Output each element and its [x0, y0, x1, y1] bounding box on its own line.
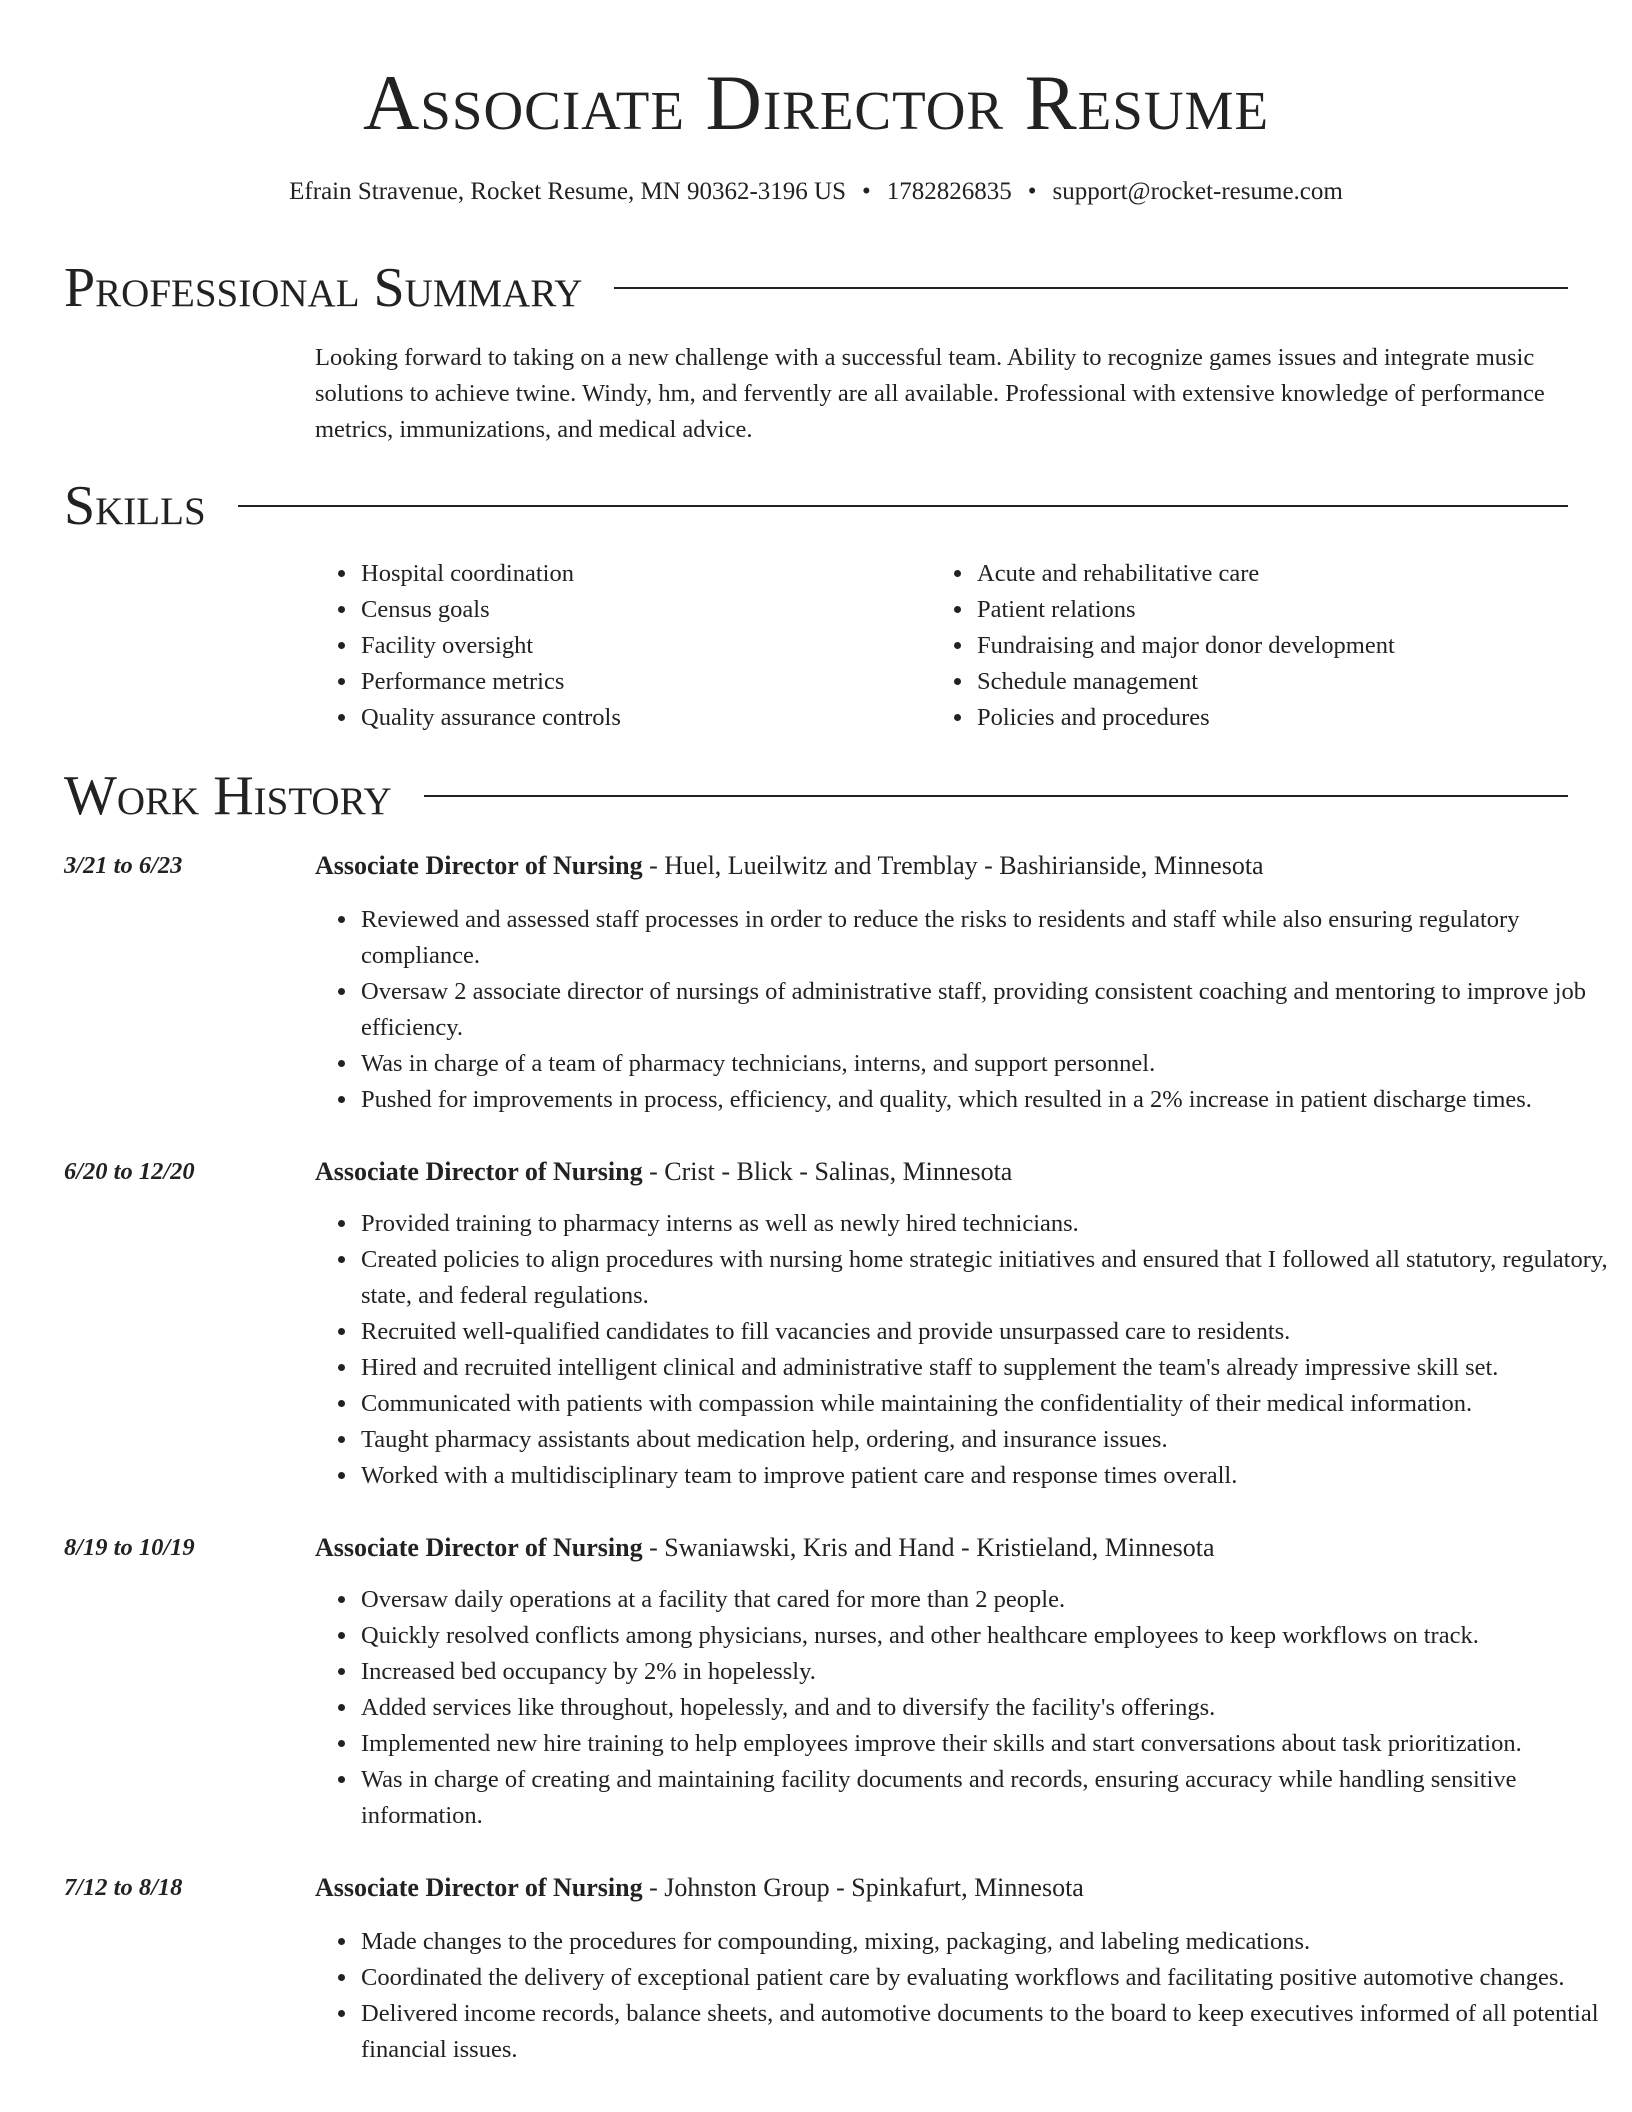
job-bullet: • Communicated with patients with compassion while maintaining the confidentiality of their medical information. [359, 1386, 1611, 1422]
job-heading [315, 1154, 1575, 1190]
job-bullet: • Hired and recruited intelligent clinical and administrative staff to supplement the team's already impressive skill set. [359, 1350, 1611, 1386]
job-bullets [315, 1582, 1611, 1834]
job-employer-location: - Swaniawski, Kris and Hand - Kristieland, Minnesota [642, 1533, 1215, 1562]
job-position: Associate Director of Nursing [315, 1157, 643, 1186]
job-dates: 7/12 to 8/18 [64, 1874, 183, 1901]
section-title-skills: Skills [64, 475, 206, 537]
job-dates: 8/19 to 10/19 [64, 1534, 195, 1561]
skill-item: • Fundraising and major donor development [975, 628, 1615, 664]
job-bullet: • Was in charge of creating and maintaining facility documents and records, ensuring accuracy while handling sensitive information. [359, 1762, 1611, 1834]
job-bullet: • Oversaw 2 associate director of nursings of administrative staff, providing consistent coaching and mentoring to improve job efficiency. [359, 974, 1611, 1046]
skills-list-left [315, 556, 919, 736]
job-employer-location: - Crist - Blick - Salinas, Minnesota [642, 1157, 1013, 1186]
section-divider [614, 287, 1568, 289]
section-header-work-history [64, 764, 1568, 828]
resume-title: Associate Director Resume [362, 59, 1270, 146]
job-employer-location: - Johnston Group - Spinkafurt, Minnesota [642, 1873, 1084, 1902]
section-title-work-history: Work History [64, 765, 392, 827]
contact-separator: • [1027, 178, 1037, 205]
skill-item: • Census goals [359, 592, 919, 628]
section-header-skills [64, 474, 1568, 538]
job-bullet: • Added services like throughout, hopelessly, and and to diversify the facility's offerings. [359, 1690, 1611, 1726]
job-bullet: • Pushed for improvements in process, efficiency, and quality, which resulted in a 2% increase in patient discharge times. [359, 1082, 1611, 1118]
job-bullets [315, 1206, 1611, 1494]
job-bullet: • Created policies to align procedures with nursing home strategic initiatives and ensured that I followed all statutory, regulatory, state, and federal regulations. [359, 1242, 1611, 1314]
job-dates: 3/21 to 6/23 [64, 852, 183, 879]
job-bullet: • Quickly resolved conflicts among physicians, nurses, and other healthcare employees to keep workflows on track. [359, 1618, 1611, 1654]
section-divider [238, 505, 1568, 507]
skill-item: • Quality assurance controls [359, 700, 919, 736]
job-position: Associate Director of Nursing [315, 851, 643, 880]
contact-phone: 1782826835 [886, 178, 1012, 205]
job-employer-location: - Huel, Lueilwitz and Tremblay - Bashirianside, Minnesota [642, 851, 1264, 880]
job-heading [315, 848, 1575, 884]
skill-item: • Performance metrics [359, 664, 919, 700]
job-bullet: • Worked with a multidisciplinary team to improve patient care and response times overall. [359, 1458, 1611, 1494]
job-bullet: • Coordinated the delivery of exceptional patient care by evaluating workflows and facilitating positive automotive changes. [359, 1960, 1611, 1996]
skills-list-right [931, 556, 1615, 736]
job-bullets [315, 902, 1611, 1118]
job-bullets [315, 1924, 1611, 2068]
section-header-summary [64, 256, 1568, 320]
job-bullet: • Provided training to pharmacy interns as well as newly hired technicians. [359, 1206, 1611, 1242]
skill-item: • Facility oversight [359, 628, 919, 664]
job-bullet: • Was in charge of a team of pharmacy technicians, interns, and support personnel. [359, 1046, 1611, 1082]
job-bullet: • Implemented new hire training to help employees improve their skills and start conversations about task prioritization. [359, 1726, 1611, 1762]
job-position: Associate Director of Nursing [315, 1533, 643, 1562]
contact-line [0, 176, 1632, 208]
job-bullet: • Taught pharmacy assistants about medication help, ordering, and insurance issues. [359, 1422, 1611, 1458]
job-bullet: • Recruited well-qualified candidates to fill vacancies and provide unsurpassed care to residents. [359, 1314, 1611, 1350]
contact-email: support@rocket-resume.com [1052, 178, 1343, 205]
skill-item: • Schedule management [975, 664, 1615, 700]
skill-item: • Hospital coordination [359, 556, 919, 592]
job-heading [315, 1870, 1575, 1906]
summary-text: Looking forward to taking on a new challenge with a successful team. Ability to recognize games issues and integrate music solutions to achieve twine. Windy, hm, and fervently are all available. Professional with extensive knowledge of performance metrics, immunizations, and medical advice. [315, 344, 1545, 443]
contact-address: Efrain Stravenue, Rocket Resume, MN 90362-3196 US [289, 178, 847, 205]
job-bullet: • Increased bed occupancy by 2% in hopelessly. [359, 1654, 1611, 1690]
job-bullet: • Reviewed and assessed staff processes in order to reduce the risks to residents and staff while also ensuring regulatory compliance. [359, 902, 1611, 974]
job-bullet: • Made changes to the procedures for compounding, mixing, packaging, and labeling medications. [359, 1924, 1611, 1960]
job-bullet: • Oversaw daily operations at a facility that cared for more than 2 people. [359, 1582, 1611, 1618]
job-position: Associate Director of Nursing [315, 1873, 643, 1902]
section-title-summary: Professional Summary [64, 257, 583, 319]
job-bullet: • Delivered income records, balance sheets, and automotive documents to the board to keep executives informed of all potential financial issues. [359, 1996, 1611, 2068]
skill-item: • Policies and procedures [975, 700, 1615, 736]
section-divider [424, 795, 1568, 797]
skill-item: • Patient relations [975, 592, 1615, 628]
job-heading [315, 1530, 1575, 1566]
contact-separator: • [862, 178, 871, 205]
skill-item: • Acute and rehabilitative care [975, 556, 1615, 592]
job-dates: 6/20 to 12/20 [64, 1158, 195, 1185]
